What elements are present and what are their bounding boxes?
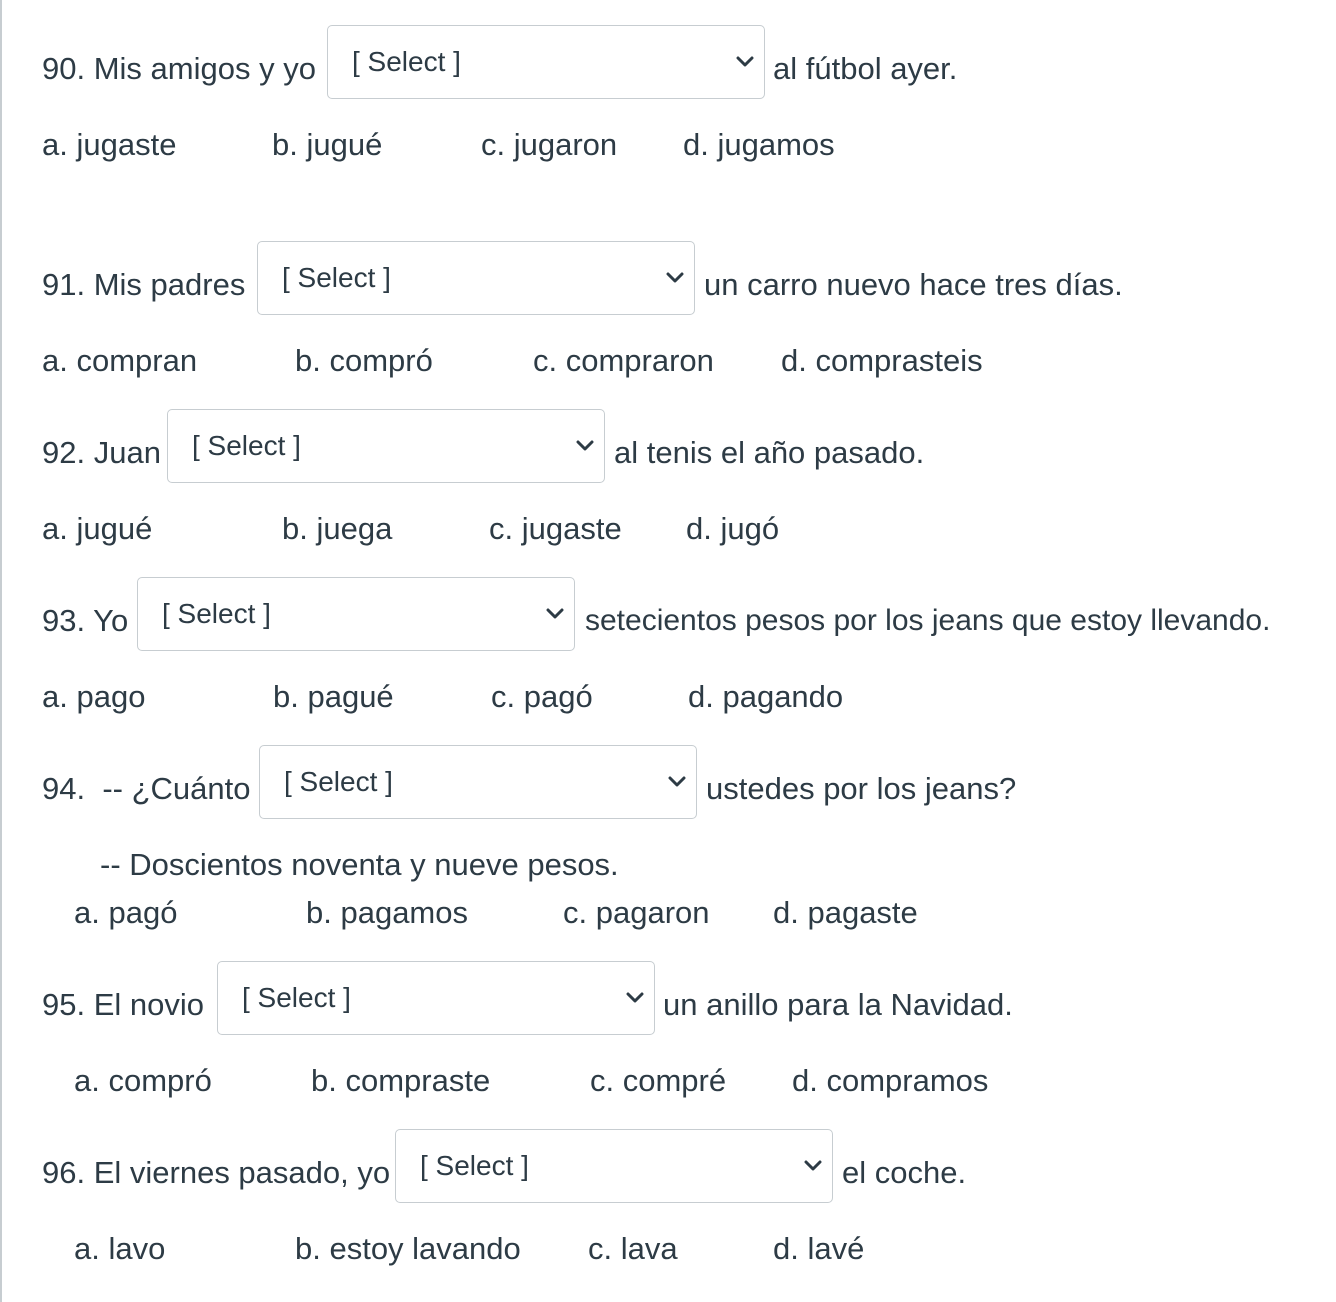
option-c: c. pagó [491, 679, 593, 714]
option-d: d. compramos [792, 1063, 989, 1098]
option-d: d. jugamos [683, 127, 835, 162]
question-ending: al fútbol ayer. [773, 51, 958, 86]
dialogue-reply: -- Doscientos noventa y nueve pesos. [100, 847, 619, 882]
answer-select-94[interactable] [259, 745, 697, 819]
question-stem: 93. Yo [42, 603, 129, 638]
question-ending: ustedes por los jeans? [706, 771, 1017, 806]
answer-select-91[interactable] [257, 241, 695, 315]
option-c: c. pagaron [563, 895, 710, 930]
option-d: d. jugó [686, 511, 780, 546]
option-b: b. estoy lavando [295, 1231, 521, 1266]
option-d: d. pagaste [773, 895, 918, 930]
question-stem: 95. El novio [42, 987, 204, 1022]
question-stem: 91. Mis padres [42, 267, 246, 302]
select-placeholder: [ Select ] [162, 598, 271, 629]
left-border [0, 0, 2, 1302]
option-c: c. compraron [533, 343, 714, 378]
chevron-down-icon [546, 608, 564, 620]
select-placeholder: [ Select ] [420, 1150, 529, 1181]
chevron-down-icon [576, 440, 594, 452]
option-a: a. pagó [74, 895, 178, 930]
question-ending: al tenis el año pasado. [614, 435, 925, 470]
option-a: a. jugaste [42, 127, 177, 162]
option-b: b. jugué [272, 127, 383, 162]
chevron-down-icon [666, 272, 684, 284]
select-placeholder: [ Select ] [284, 766, 393, 797]
option-a: a. compran [42, 343, 198, 378]
option-a: a. jugué [42, 511, 153, 546]
option-b: b. pagué [273, 679, 394, 714]
question-ending: un carro nuevo hace tres días. [704, 267, 1123, 302]
chevron-down-icon [736, 56, 754, 68]
option-d: d. pagando [688, 679, 844, 714]
option-c: c. jugaron [481, 127, 618, 162]
select-placeholder: [ Select ] [242, 982, 351, 1013]
answer-select-92[interactable] [167, 409, 605, 483]
question-ending: setecientos pesos por los jeans que estoy llevando. [585, 604, 1271, 637]
select-placeholder: [ Select ] [282, 262, 391, 293]
option-b: b. juega [282, 511, 393, 546]
option-b: b. compró [295, 343, 433, 378]
answer-select-95[interactable] [217, 961, 655, 1035]
option-d: d. lavé [773, 1231, 865, 1266]
option-c: c. lava [588, 1231, 678, 1266]
option-b: b. compraste [311, 1063, 491, 1098]
option-c: c. compré [590, 1063, 727, 1098]
chevron-down-icon [626, 992, 644, 1004]
answer-select-90[interactable] [327, 25, 765, 99]
select-placeholder: [ Select ] [352, 46, 461, 77]
question-stem: 94. -- ¿Cuánto [42, 771, 251, 806]
question-stem: 96. El viernes pasado, yo [42, 1155, 391, 1190]
chevron-down-icon [804, 1160, 822, 1172]
question-stem: 92. Juan [42, 435, 161, 470]
question-stem: 90. Mis amigos y yo [42, 51, 316, 86]
option-a: a. pago [42, 679, 146, 714]
option-b: b. pagamos [306, 895, 468, 930]
answer-select-96[interactable] [395, 1129, 833, 1203]
select-placeholder: [ Select ] [192, 430, 301, 461]
answer-select-93[interactable] [137, 577, 575, 651]
chevron-down-icon [668, 776, 686, 788]
option-c: c. jugaste [489, 511, 622, 546]
option-a: a. lavo [74, 1231, 166, 1266]
question-ending: un anillo para la Navidad. [663, 987, 1013, 1022]
question-ending: el coche. [842, 1155, 967, 1190]
option-d: d. comprasteis [781, 343, 983, 378]
option-a: a. compró [74, 1063, 212, 1098]
